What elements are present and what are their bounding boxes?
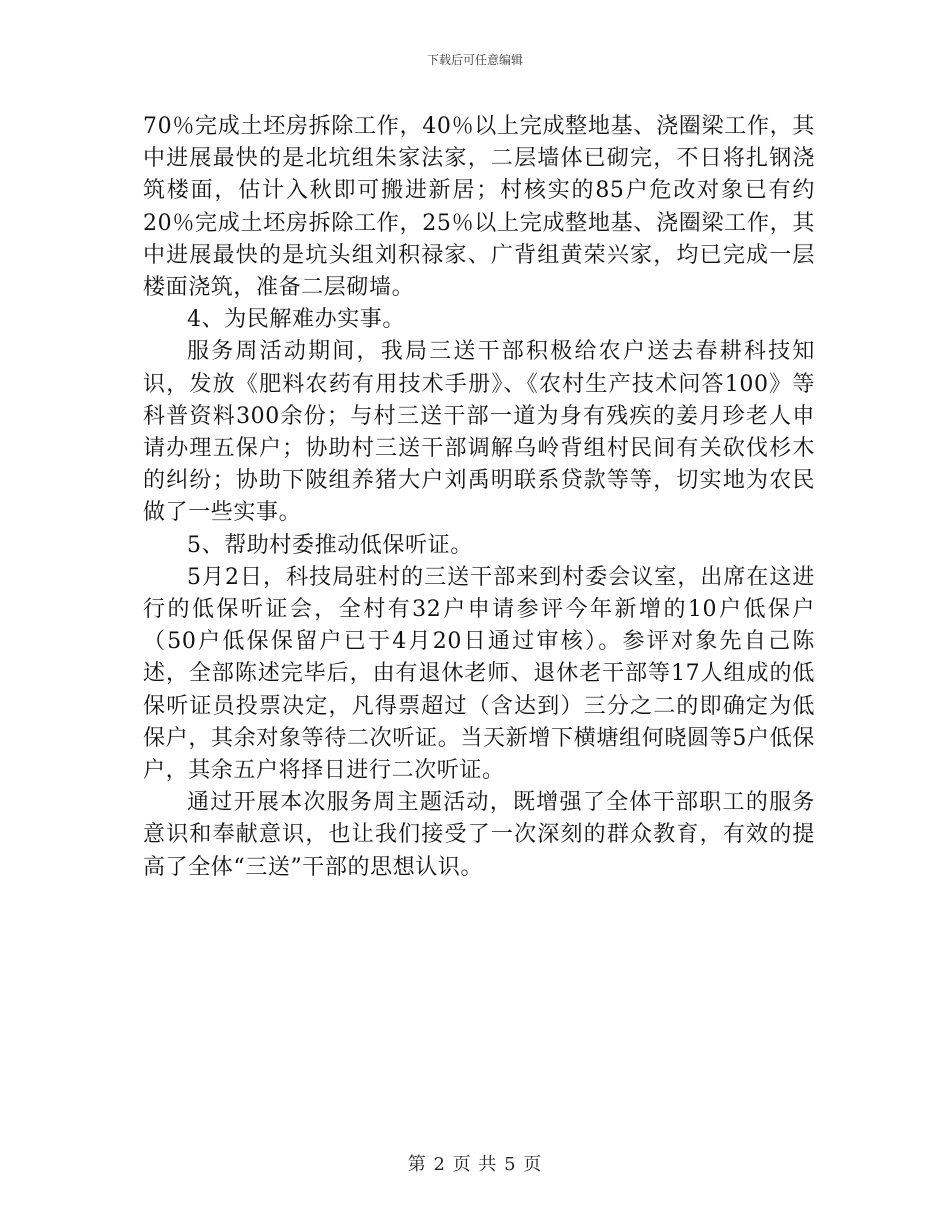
document-body — [143, 111, 815, 884]
section-heading-4: 4、为民解难办实事。 — [187, 307, 405, 333]
section-heading-5: 5、帮助村委推动低保听证。 — [187, 532, 473, 558]
page-number: 第 2 页 共 5 页 — [407, 1154, 543, 1175]
paragraph-conclusion: 通过开展本次服务周主题活动，既增强了全体干部职工的服务意识和奉献意识，也让我们接受了一次深刻的群众教育，有效的提高了全体“三送”干部的思想认识。 — [143, 790, 815, 880]
paragraph-hearing: 5月2日，科技局驻村的三送干部来到村委会议室，出席在这进行的低保听证会，全村有32户申请参评今年新增的10户低保户（50户低保保留户已于4月20日通过审核）。参评对象先自己陈述，全部陈述完毕后，由有退休老师、退休老干部等17人组成的低保听证员投票决定，凡得票超过（含达到）三分之二的即确定为低保户，其余对象等待二次听证。当天新增下横塘组何晓圆等5户低保户，其余五户将择日进行二次听证。 — [143, 564, 815, 784]
page-header: 下载后可任意编辑 — [426, 53, 523, 67]
paragraph-continuation: 70％完成土坯房拆除工作，40％以上完成整地基、浇圈梁工作，其中进展最快的是北坑组朱家法家，二层墙体已砌完，不日将扎钢浇筑楼面，估计入秋即可搬进新居；村核实的85户危改对象已有约20％完成土坯房拆除工作，25％以上完成整地基、浇圈梁工作，其中进展最快的是坑头组刘积禄家、广背组黄荣兴家，均已完成一层楼面浇筑，准备二层砌墙。 — [143, 114, 815, 301]
paragraph-service-week: 服务周活动期间，我局三送干部积极给农户送去春耕科技知识，发放《肥料农药有用技术手册》、《农村生产技术问答100》等科普资料300余份；与村三送干部一道为身有残疾的姜月珍老人申请办理五保户；协助村三送干部调解乌岭背组村民间有关砍伐杉木的纠纷；协助下陂组养猪大户刘禹明联系贷款等等，切实地为农民做了一些实事。 — [143, 339, 815, 526]
